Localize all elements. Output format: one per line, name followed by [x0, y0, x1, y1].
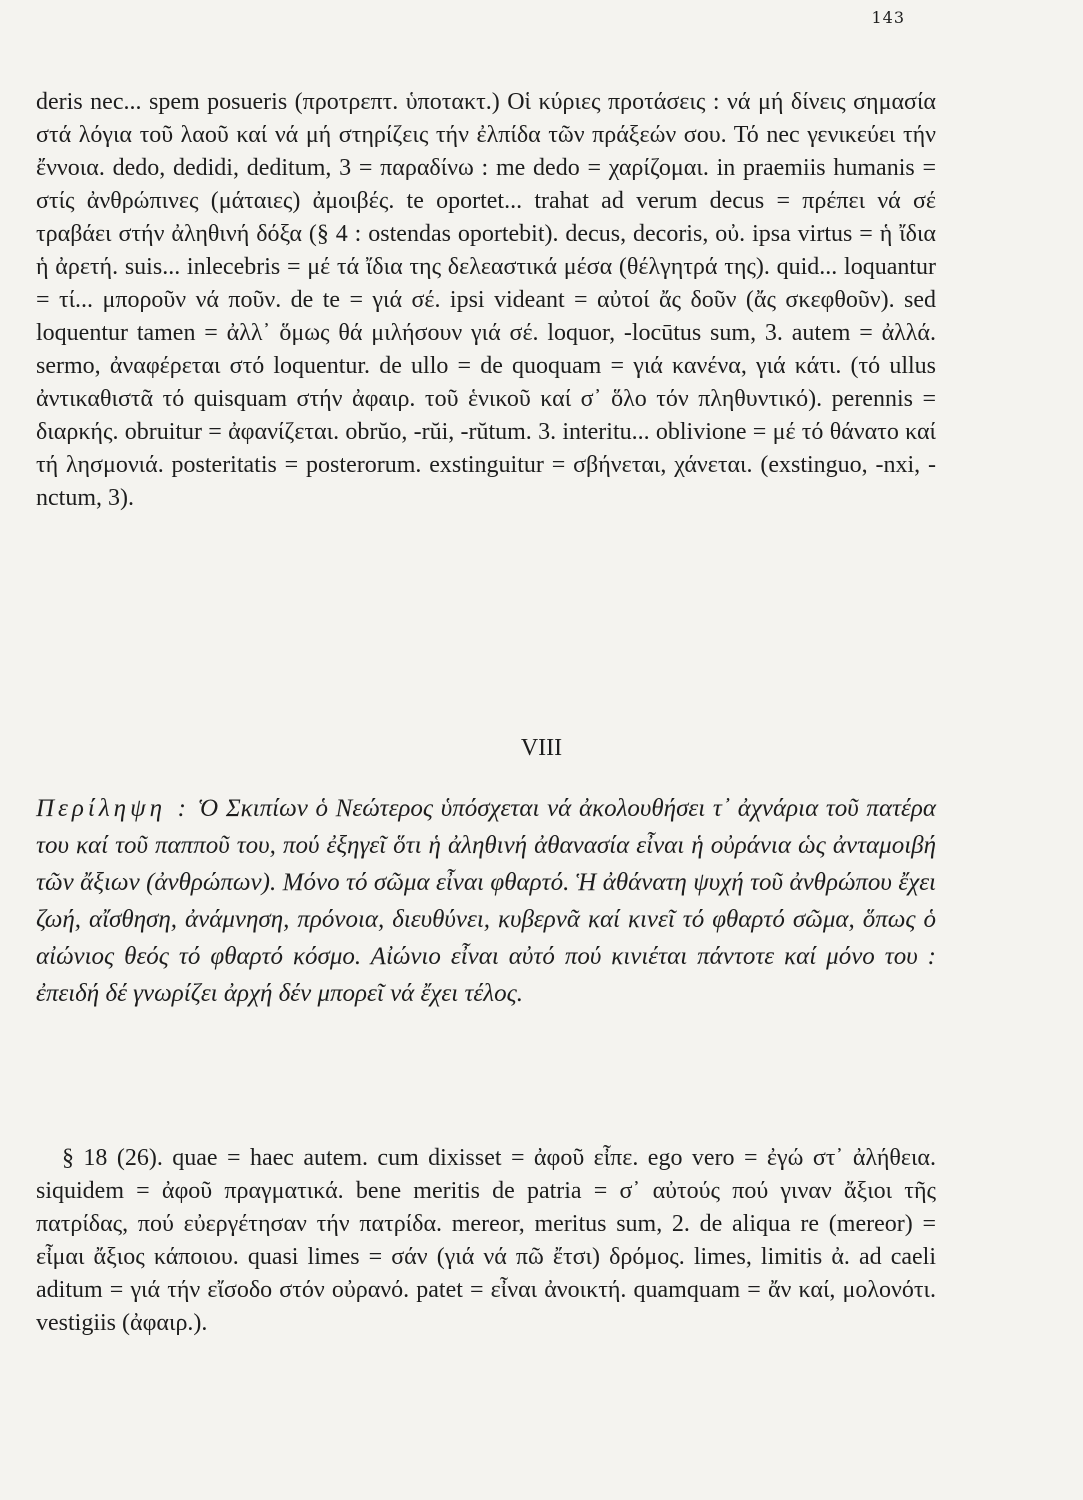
summary-text: Ὁ Σκιπίων ὁ Νεώτερος ὑπόσχεται νά ἀκολουθήσει τ᾽ ἀχνάρια τοῦ πατέρα του καί τοῦ παπποῦ του, πού ἐξηγεῖ ὅτι ἡ ἀληθινή ἀθανασία εἶναι ἡ οὐράνια ὡς ἀνταμοιβή τῶν ἄξιων (ἀνθρώπων). Μόνο τό σῶμα εἶναι φθαρτό. Ἡ ἀθάνατη ψυχή τοῦ ἀνθρώπου ἔχει ζωή, αἴσθηση, ἀνάμνηση, πρόνοια, διευθύνει, κυβερνᾶ καί κινεῖ τό φθαρτό σῶμα, ὅπως ὁ αἰώνιος θεός τό φθαρτό κόσμο. Αἰώνιο εἶναι αὐτό πού κινιέται πάντοτε καί μόνο του : ἐπειδή δέ γνωρίζει ἀρχή δέν μπορεῖ νά ἔχει τέλος.	[36, 795, 937, 1007]
commentary-notes-top	[36, 86, 936, 515]
notes-paragraph: § 18 (26). quae = haec autem. cum dixisset = ἀφοῦ εἶπε. ego vero = ἐγώ στ᾽ ἀλήθεια. siquidem = ἀφοῦ πραγματικά. bene meritis de patria = σ᾽ αὐτούς πού γιναν ἄξιοι τῆς πατρίδας, πού εὐεργέτησαν τήν πατρίδα. mereor, meritus sum, 2. de aliqua re (mereor) = εἶμαι ἄξιος κάποιου. quasi limes = σάν (γιά νά πῶ ἔτσι) δρόμος. limes, limitis ἀ. ad caeli aditum = γιά τήν εἴσοδο στόν οὐρανό. patet = εἶναι ἀνοικτή. quamquam = ἄν καί, μολονότι. vestigiis (ἀφαιρ.).	[36, 1145, 936, 1336]
summary-block	[36, 790, 936, 1012]
page-number: 143	[871, 8, 905, 27]
commentary-notes-bottom	[36, 1142, 936, 1340]
summary-paragraph	[36, 790, 936, 1012]
notes-paragraph: deris nec... spem posueris (προτρεπτ. ὑποτακτ.) Οἱ κύριες προτάσεις : νά μή δίνεις σημασία στά λόγια τοῦ λαοῦ καί νά μή στηρίζεις τήν ἐλπίδα τῶν πράξεών σου. Τό nec γενικεύει τήν ἔννοια. dedo, dedidi, deditum, 3 = παραδίνω : me dedo = χαρίζομαι. in praemiis humanis = στίς ἀνθρώπινες (μάταιες) ἀμοιβές. te oportet... trahat ad verum decus = πρέπει νά σέ τραβάει στήν ἀληθινή δόξα (§ 4 : ostendas oportebit). decus, decoris, οὐ. ipsa virtus = ἡ ἴδια ἡ ἀρετή. suis... inlecebris = μέ τά ἴδια της δελεαστικά μέσα (θέλγητρά της). quid... loquantur = τί... μποροῦν νά ποῦν. de te = γιά σέ. ipsi videant = αὐτοί ἄς δοῦν (ἄς σκεφθοῦν). sed loquentur tamen = ἀλλ᾽ ὅμως θά μιλήσουν γιά σέ. loquor, -locūtus sum, 3. autem = ἀλλά. sermo, ἀναφέρεται στό loquentur. de ullo = de quoquam = γιά κανένα, γιά κάτι. (τό ullus ἀντικαθιστᾶ τό quisquam στήν ἀφαιρ. τοῦ ἑνικοῦ καί σ᾽ ὅλο τόν πληθυντικό). perennis = διαρκής. obruitur = ἀφανίζεται. obrŭo, -rŭi, -rŭtum. 3. interitu... oblivione = μέ τό θάνατο καί τή λησμονιά. posteritatis = posterorum. exstinguitur = σβήνεται, χάνεται. (exstinguo, -nxi, -nctum, 3).	[36, 89, 936, 511]
summary-label: Περίληψη :	[36, 795, 190, 822]
section-heading: VIII	[520, 735, 563, 761]
